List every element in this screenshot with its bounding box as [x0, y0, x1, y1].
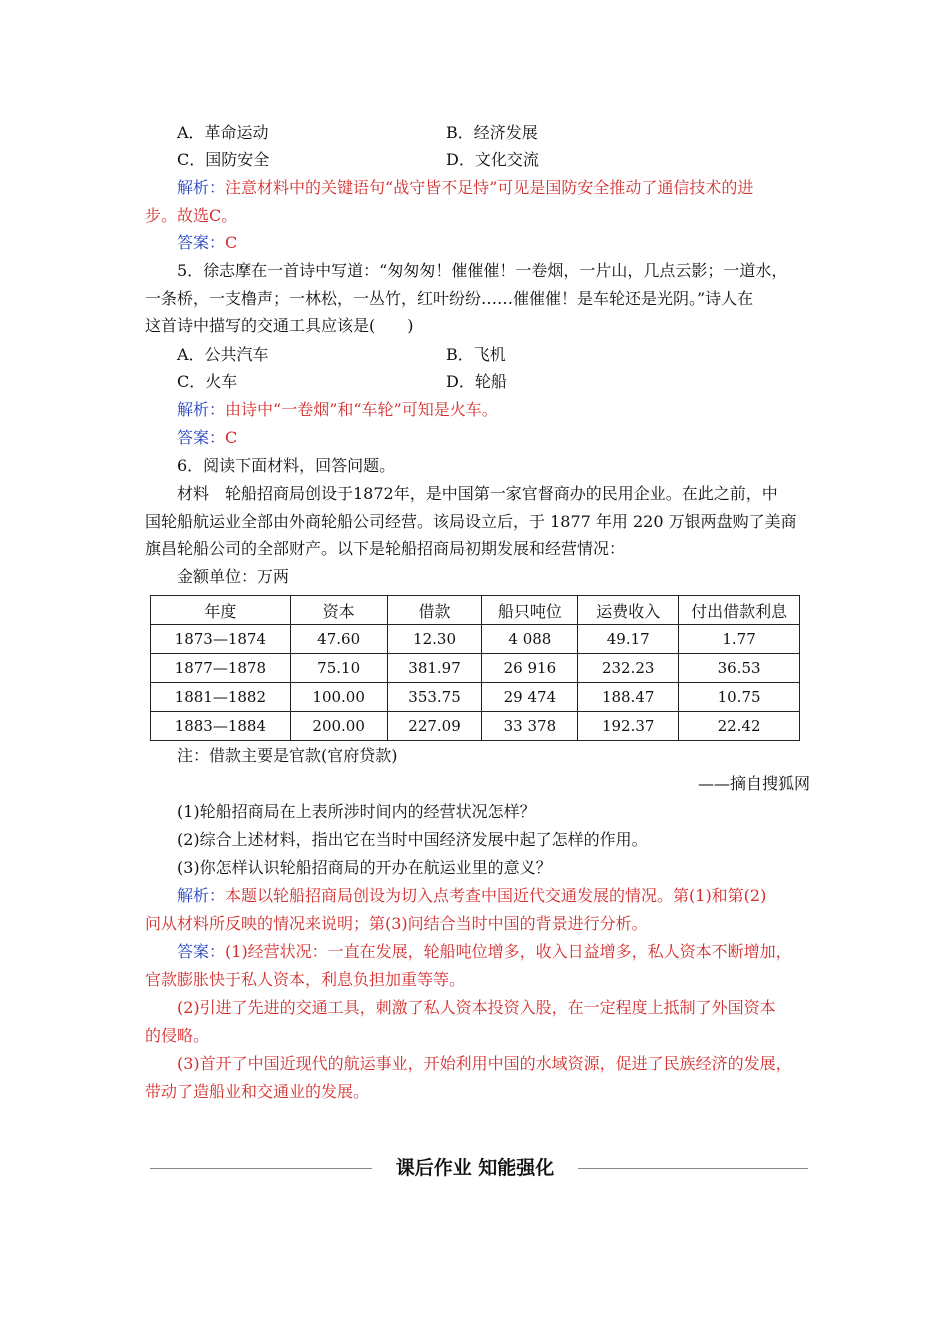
table-header-cell: 运费收入	[578, 596, 679, 625]
table-header-cell: 付出借款利息	[679, 596, 800, 625]
table-cell: 227.09	[387, 712, 482, 741]
q6-answer-1-text-2: 官款膨胀快于私人资本，利息负担加重等等。	[145, 970, 466, 989]
q5-answer	[177, 427, 810, 449]
q4-option-a: A．革命运动	[177, 123, 269, 142]
q4-options-row-1	[177, 122, 810, 144]
analysis-label: 解析：	[177, 886, 226, 905]
answer-label: 答案：	[177, 233, 226, 252]
q5-options-row-1	[177, 344, 810, 366]
table-cell: 75.10	[290, 654, 387, 683]
q4-analysis	[177, 177, 810, 199]
q5-answer-value: C	[225, 428, 238, 447]
q4-option-d: D．文化交流	[446, 150, 539, 169]
table-cell: 1877—1878	[151, 654, 291, 683]
table-cell: 36.53	[679, 654, 800, 683]
q5-stem-1: 5．徐志摩在一首诗中写道：“匆匆匆！催催催！一卷烟，一片山，几点云影；一道水，	[177, 261, 788, 280]
table-header-cell: 资本	[290, 596, 387, 625]
section-heading: 课后作业 知能强化	[395, 1157, 555, 1179]
table-cell: 26 916	[482, 654, 578, 683]
q6-stem: 6．阅读下面材料，回答问题。	[177, 456, 396, 475]
table-cell: 1883—1884	[151, 712, 291, 741]
q4-answer	[177, 232, 810, 254]
q6-analysis-text-2: 问从材料所反映的情况来说明；第(3)问结合当时中国的背景进行分析。	[145, 914, 648, 933]
table-cell: 29 474	[482, 683, 578, 712]
q6-subquestion-2: (2)综合上述材料，指出它在当时中国经济发展中起了怎样的作用。	[177, 830, 648, 849]
table-header-cell: 年度	[151, 596, 291, 625]
source-citation: ——摘自搜狐网	[697, 774, 810, 793]
q6-subquestion-1: (1)轮船招商局在上表所涉时间内的经营状况怎样？	[177, 802, 536, 821]
table-cell: 49.17	[578, 625, 679, 654]
answer-label: 答案：	[177, 428, 226, 447]
table-cell: 1873—1874	[151, 625, 291, 654]
table-cell: 33 378	[482, 712, 578, 741]
table-cell: 232.23	[578, 654, 679, 683]
table-row	[151, 625, 800, 654]
table-cell: 192.37	[578, 712, 679, 741]
section-rule-right	[578, 1168, 808, 1169]
answer-label: 答案：	[177, 942, 226, 961]
q6-answer-2-text-1: (2)引进了先进的交通工具，刺激了私人资本投资入股，在一定程度上抵制了外国资本	[177, 998, 776, 1017]
analysis-label: 解析：	[177, 400, 226, 419]
q4-option-c: C．国防安全	[177, 150, 270, 169]
table-cell: 200.00	[290, 712, 387, 741]
q5-stem-2: 一条桥，一支橹声；一林松，一丛竹，红叶纷纷……催催催！是车轮还是光阴。”诗人在	[145, 289, 754, 308]
q5-option-b: B．飞机	[446, 345, 506, 364]
table-cell: 12.30	[387, 625, 482, 654]
table-cell: 47.60	[290, 625, 387, 654]
q6-unit: 金额单位：万两	[177, 567, 290, 586]
table-row	[151, 654, 800, 683]
q5-stem-3: 这首诗中描写的交通工具应该是( )	[145, 316, 414, 335]
q4-answer-value: C	[225, 233, 238, 252]
q6-answer-2-text-2: 的侵略。	[145, 1026, 210, 1045]
q5-option-c: C．火车	[177, 372, 238, 391]
table-cell: 22.42	[679, 712, 800, 741]
q5-options-row-2	[177, 371, 810, 393]
q6-analysis-text-1: 本题以轮船招商局创设为切入点考查中国近代交通发展的情况。第(1)和第(2)	[225, 886, 767, 905]
table-cell: 188.47	[578, 683, 679, 712]
table-cell: 353.75	[387, 683, 482, 712]
table-cell: 1.77	[679, 625, 800, 654]
q6-answer-1	[177, 941, 810, 963]
q6-analysis	[177, 885, 810, 907]
operations-table	[150, 595, 800, 741]
q5-analysis	[177, 399, 810, 421]
q4-analysis-text-1: 注意材料中的关键语句“战守皆不足恃”可见是国防安全推动了通信技术的进	[225, 178, 754, 197]
q4-options-row-2	[177, 149, 810, 171]
q6-material-3: 旗昌轮船公司的全部财产。以下是轮船招商局初期发展和经营情况：	[145, 539, 626, 558]
q6-material-2: 国轮船航运业全部由外商轮船公司经营。该局设立后，于 1877 年用 220 万银两盘购了美商	[145, 512, 797, 531]
table-cell: 100.00	[290, 683, 387, 712]
analysis-label: 解析：	[177, 178, 226, 197]
table-row	[151, 712, 800, 741]
q6-subquestion-3: (3)你怎样认识轮船招商局的开办在航运业里的意义？	[177, 858, 552, 877]
table-header-cell: 船只吨位	[482, 596, 578, 625]
q6-material-1: 材料 轮船招商局创设于1872年，是中国第一家官督商办的民用企业。在此之前，中	[177, 484, 778, 503]
table-header-cell: 借款	[387, 596, 482, 625]
q6-answer-1-text-1: (1)经营状况：一直在发展，轮船吨位增多，收入日益增多，私人资本不断增加，	[225, 942, 792, 961]
q6-answer-3-text-2: 带动了造船业和交通业的发展。	[145, 1082, 370, 1101]
table-header-row	[151, 596, 800, 625]
section-rule-left	[150, 1168, 372, 1169]
table-note: 注：借款主要是官款(官府贷款)	[177, 746, 398, 765]
table-cell: 10.75	[679, 683, 800, 712]
q5-option-a: A．公共汽车	[177, 345, 269, 364]
table-cell: 381.97	[387, 654, 482, 683]
q4-analysis-text-2: 步。故选C。	[145, 206, 238, 225]
q5-analysis-text: 由诗中“一卷烟”和“车轮”可知是火车。	[225, 400, 498, 419]
q6-answer-3-text-1: (3)首开了中国近现代的航运事业，开始利用中国的水域资源，促进了民族经济的发展，	[177, 1054, 792, 1073]
table-row	[151, 683, 800, 712]
q5-option-d: D．轮船	[446, 372, 507, 391]
table-cell: 1881—1882	[151, 683, 291, 712]
q4-option-b: B．经济发展	[446, 123, 538, 142]
table-cell: 4 088	[482, 625, 578, 654]
